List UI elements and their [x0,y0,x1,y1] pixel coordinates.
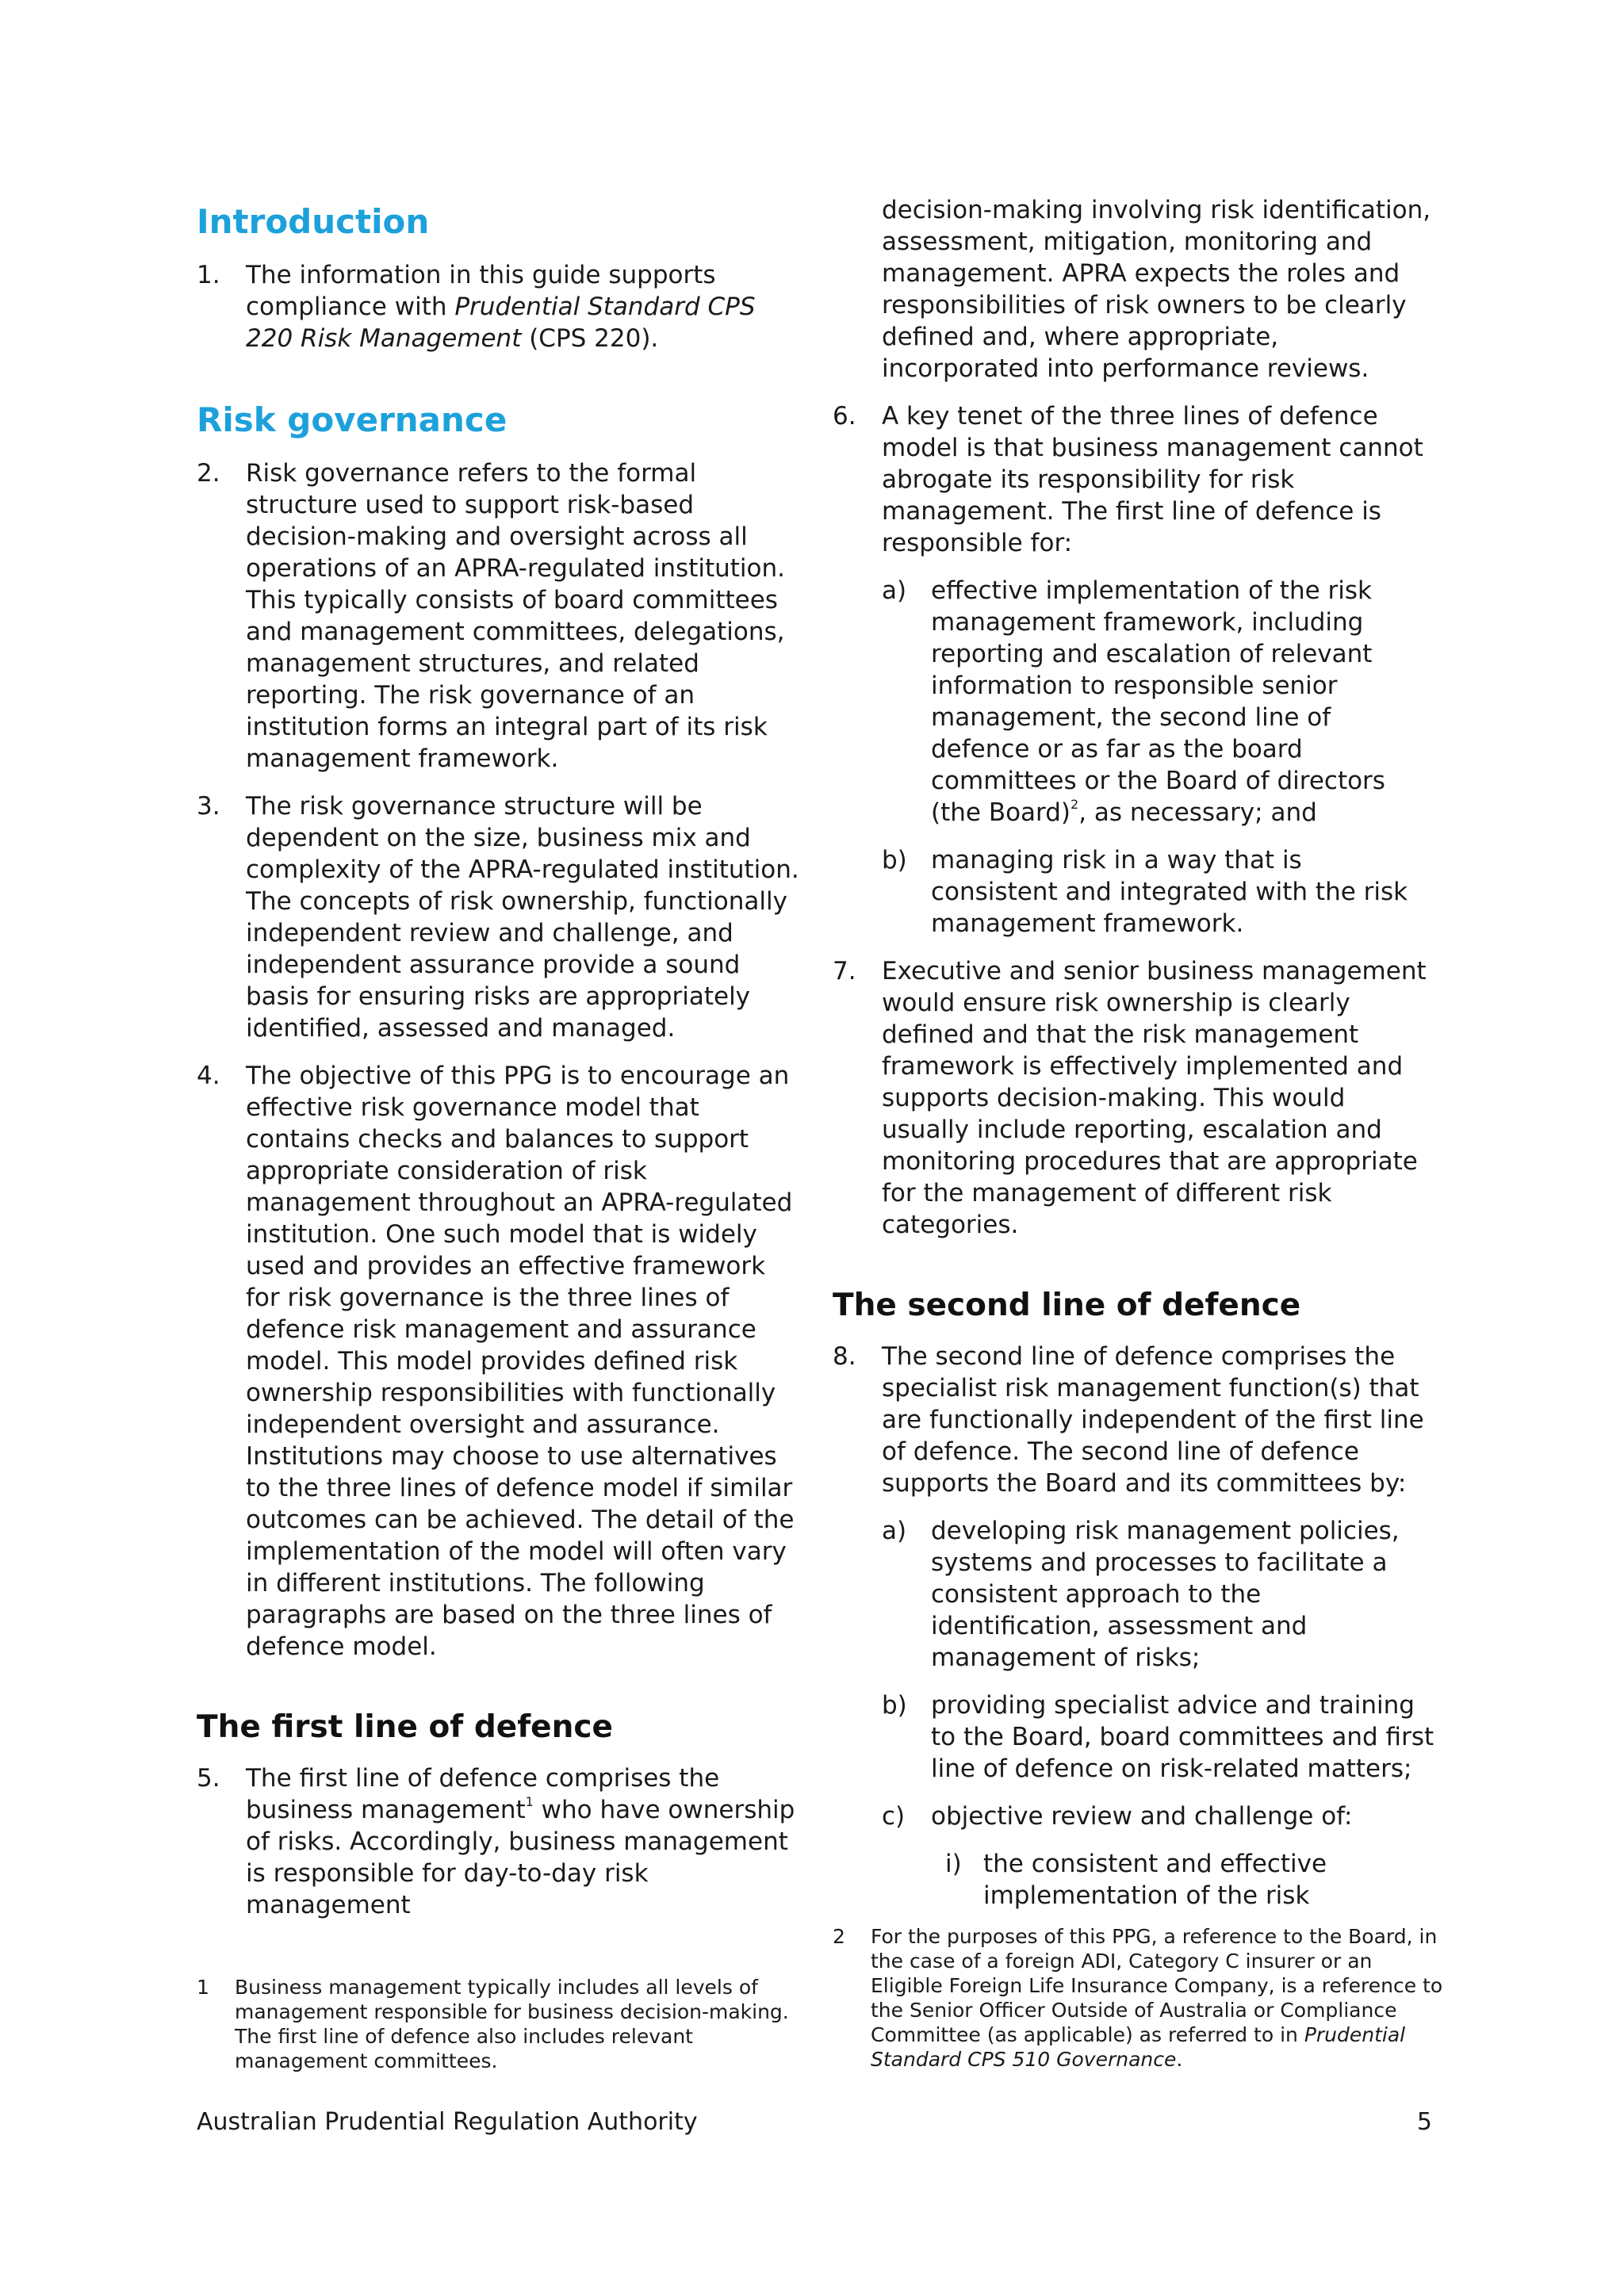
paragraph-number: 8. [833,1342,856,1371]
footnote-number: 2 [833,1925,845,1948]
list-letter: b) [882,1691,907,1720]
list-item-text: managing risk in a way that is consistent and integrated with the risk management framework. [931,846,1408,938]
paragraph-1 [197,259,799,354]
footnote-ref-1[interactable]: 1 [525,1794,534,1809]
paragraph-7 [833,955,1435,1241]
list-letter: c) [882,1802,906,1831]
paragraph-number: 5. [197,1764,220,1793]
paragraph-8 [833,1341,1435,1911]
nested-list [931,1848,1435,1911]
footer-organisation: Australian Prudential Regulation Authority [197,2108,698,2136]
list-item [882,1800,1435,1911]
list-item-text: the consistent and effective implementation of the risk [983,1850,1327,1910]
paragraph-number: 2. [197,459,220,488]
sub-list [882,575,1435,939]
left-column [197,202,799,1937]
paragraph-text: The objective of this PPG is to encourage an effective risk governance model that contains checks and balances to support appropriate consideration of risk management throughout an APRA-regulated institution. One such model that is widely used and provides an effective framework for risk governance is the three lines of defence risk management and assurance model. This model provides defined risk ownership responsibilities with functionally independent oversight and assurance. Institutions may choose to use alternatives to the three lines of defence model if similar outcomes can be achieved. The detail of the implementation of the model will often vary in different institutions. The following paragraphs are based on the three lines of defence model. [246,1062,795,1661]
footnote-text [833,1924,1443,2072]
footnote-1 [197,1975,807,2073]
paragraph-text: Executive and senior business management would ensure risk ownership is clearly defined and that the risk management framework is effectively implemented and supports decision-making. This would usually include reporting, escalation and monitoring procedures that are appropriate for the management of different risk categories. [882,957,1427,1239]
list-item-text: providing specialist advice and training to the Board, board committees and first line of defence on risk-related matters; [931,1691,1434,1783]
subheading-second-line: The second line of defence [833,1288,1301,1323]
footnote-number: 1 [197,1976,209,1999]
list-item-text: , as necessary; and [1078,798,1317,827]
paragraph-text: The risk governance structure will be dependent on the size, business mix and complexity of the APRA-regulated institution. The concepts of risk ownership, functionally independent review and challenge, and independent assurance provide a sound basis for ensuring risks are appropriately identified, assessed and managed. [246,792,799,1043]
list-item-text: effective implementation of the risk management framework, including reporting and escalation of relevant information to responsible senior management, the second line of defence or as far as the board committees or the Board of directors (the Board) [931,576,1385,827]
list-item-text: developing risk management policies, systems and processes to facilitate a consistent approach to the identification, assessment and management of risks; [931,1517,1400,1672]
list-item [882,1689,1435,1785]
paragraph-number: 3. [197,792,220,821]
list-item [882,575,1435,828]
paragraph-text: A key tenet of the three lines of defence model is that business management cannot abrogate its responsibility for risk management. The first line of defence is responsible for: [882,402,1423,557]
paragraph-text: who have ownership of risks. Accordingly, business management is responsible for day-to-day risk management [246,1796,795,1919]
paragraph-number: 1. [197,261,220,289]
list-numeral: i) [945,1850,962,1878]
list-item-text: objective review and challenge of: [931,1802,1353,1831]
paragraph-text: decision-making involving risk identification, assessment, mitigation, monitoring and management. APRA expects the roles and responsibilities of risk owners to be clearly defined and, where appropriate, incorporated into performance reviews. [882,196,1431,383]
list-item [882,1515,1435,1674]
page-number: 5 [1416,2108,1432,2136]
paragraph-text: The second line of defence comprises the specialist risk management function(s) that are functionally independent of the first line of defence. The second line of defence supports the Board and its committees by: [882,1342,1424,1498]
right-column [833,194,1435,1927]
section-heading-introduction: Introduction [197,202,430,241]
sub-list [882,1515,1435,1911]
paragraph-text: (CPS 220). [521,324,659,353]
paragraph-2 [197,457,799,775]
paragraph-number: 7. [833,957,856,985]
paragraph-text: Risk governance refers to the formal structure used to support risk-based decision-making and oversight across all operations of an APRA-regulated institution. This typically consists of board committees and management committees, delegations, management structures, and related reporting. The risk governance of an institution forms an integral part of its risk management framework. [246,459,786,773]
paragraph-5 [197,1762,799,1921]
paragraph-3 [197,790,799,1044]
footnote-text-part: . [1176,2048,1183,2071]
page-footer [197,2107,1432,2137]
standard-title: Prudential Standard CPS 220 Risk Management [246,293,756,353]
paragraph-number: 6. [833,402,856,430]
paragraph-number: 4. [197,1062,220,1090]
footnote-ref-2[interactable]: 2 [1071,797,1079,812]
paragraph-text: The information in this guide supports compliance with [246,261,716,321]
paragraph-6 [833,400,1435,939]
nested-list-item [931,1848,1435,1911]
paragraph-5-continued [833,194,1435,385]
list-letter: a) [882,1517,907,1545]
standard-title: Prudential Standard CPS 510 Governance [871,2023,1406,2071]
paragraph-text: The first line of defence comprises the business management [246,1764,720,1824]
subheading-first-line: The first line of defence [197,1709,613,1745]
list-item [882,844,1435,939]
footnote-text-part: For the purposes of this PPG, a reference to the Board, in the case of a foreign ADI, Category C insurer or an Eligible Foreign Life Insurance Company, is a reference to the Senior Officer Outside of Australia or Compliance Committee (as applicable) as referred to in [871,1925,1443,2046]
section-heading-risk-governance: Risk governance [197,400,508,439]
paragraph-4 [197,1060,799,1663]
list-letter: a) [882,576,907,605]
footnote-text: Business management typically includes all levels of management responsible for business decision-making. The first line of defence also includes relevant management committees. [235,1976,789,2072]
list-letter: b) [882,846,907,874]
footnote-2 [833,1924,1443,2072]
